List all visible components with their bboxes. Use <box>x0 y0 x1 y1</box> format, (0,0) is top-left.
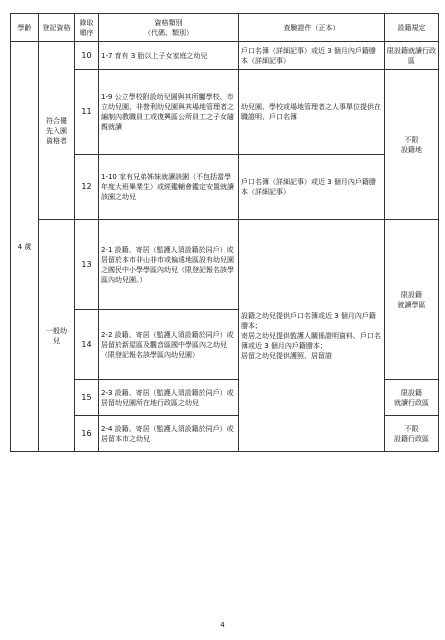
header-row <box>11 14 439 42</box>
age-cell: 4 歲 <box>11 42 39 452</box>
order-cell: 10 <box>75 42 99 70</box>
header-documents: 查驗證件（正本） <box>239 14 385 42</box>
category-cell: 1-10 家有兄弟姊妹就讀該園（不包括當學年度大班畢業生）或經鑑輔會鑑定安置就讀該園之幼兒 <box>99 155 239 220</box>
order-cell: 14 <box>75 310 99 380</box>
table-row <box>11 70 439 155</box>
group-general: 一般幼兒 <box>39 220 75 452</box>
residence-cell: 不限 設籍地 <box>385 70 439 220</box>
category-cell: 2-1 設籍、寄居（監護人須設籍於同戶）或居留於本市非山非市或偏遠地區設有幼兒園之國民中小學學區內幼兒（限登記報名該學區內幼兒園。） <box>99 220 239 310</box>
order-cell: 11 <box>75 70 99 155</box>
documents-cell: 設籍之幼兒提供戶口名簿或近 3 個月內戶籍謄本； 寄居之幼兒提供監護人關係證明資料、戶口名簿或近 3 個月內戶籍謄本； 居留之幼兒提供護照、居留證 <box>239 220 385 452</box>
documents-cell: 戶口名簿（詳細記事）或近 3 個月內戶籍謄本（詳細記事） <box>239 155 385 220</box>
page-number: 4 <box>220 621 225 629</box>
header-reg-qualification: 登記資格 <box>39 14 75 42</box>
table-row <box>11 220 439 310</box>
category-cell: 2-4 設籍、寄居（監護人須設籍於同戶）或居留本市之幼兒 <box>99 416 239 452</box>
category-cell: 1-9 公立學校附設幼兒園與其所屬學校、市立幼兒園、非營利幼兒園與其場地管理者之編制內教職員工或復興區公所員工之子女隨親就讀 <box>99 70 239 155</box>
category-cell: 2-3 設籍、寄居（監護人須設籍於同戶）或居留幼兒園所在地行政區之幼兒 <box>99 380 239 416</box>
order-cell: 16 <box>75 416 99 452</box>
header-category: 資格類別 （代碼、類別） <box>99 14 239 42</box>
order-cell: 12 <box>75 155 99 220</box>
header-age: 學齡 <box>11 14 39 42</box>
table-row <box>11 42 439 70</box>
admission-table <box>10 13 439 452</box>
order-cell: 15 <box>75 380 99 416</box>
residence-cell: 限設籍 就讀學區 <box>385 220 439 380</box>
header-order: 錄取順序 <box>75 14 99 42</box>
residence-cell: 不限 設籍行政區 <box>385 416 439 452</box>
order-cell: 13 <box>75 220 99 310</box>
category-cell: 1-7 育有 3 胎以上子女家庭之幼兒 <box>99 42 239 70</box>
category-cell: 2-2 設籍、寄居（監護人須設籍於同戶）或居留於新屋區及觀音區國中學區內之幼兒（限登記報名該學區內幼兒園） <box>99 310 239 380</box>
residence-cell: 限設籍就讀行政區 <box>385 42 439 70</box>
documents-cell: 戶口名簿（詳細記事）或近 3 個月內戶籍謄本（詳細記事） <box>239 42 385 70</box>
header-residence: 設籍規定 <box>385 14 439 42</box>
table-row <box>11 155 439 220</box>
documents-cell: 幼兒園、學校或場地管理者之人事單位提供在職證明、戶口名簿 <box>239 70 385 155</box>
group-priority: 符合優先入園資格者 <box>39 42 75 220</box>
residence-cell: 限設籍 就讀行政區 <box>385 380 439 416</box>
